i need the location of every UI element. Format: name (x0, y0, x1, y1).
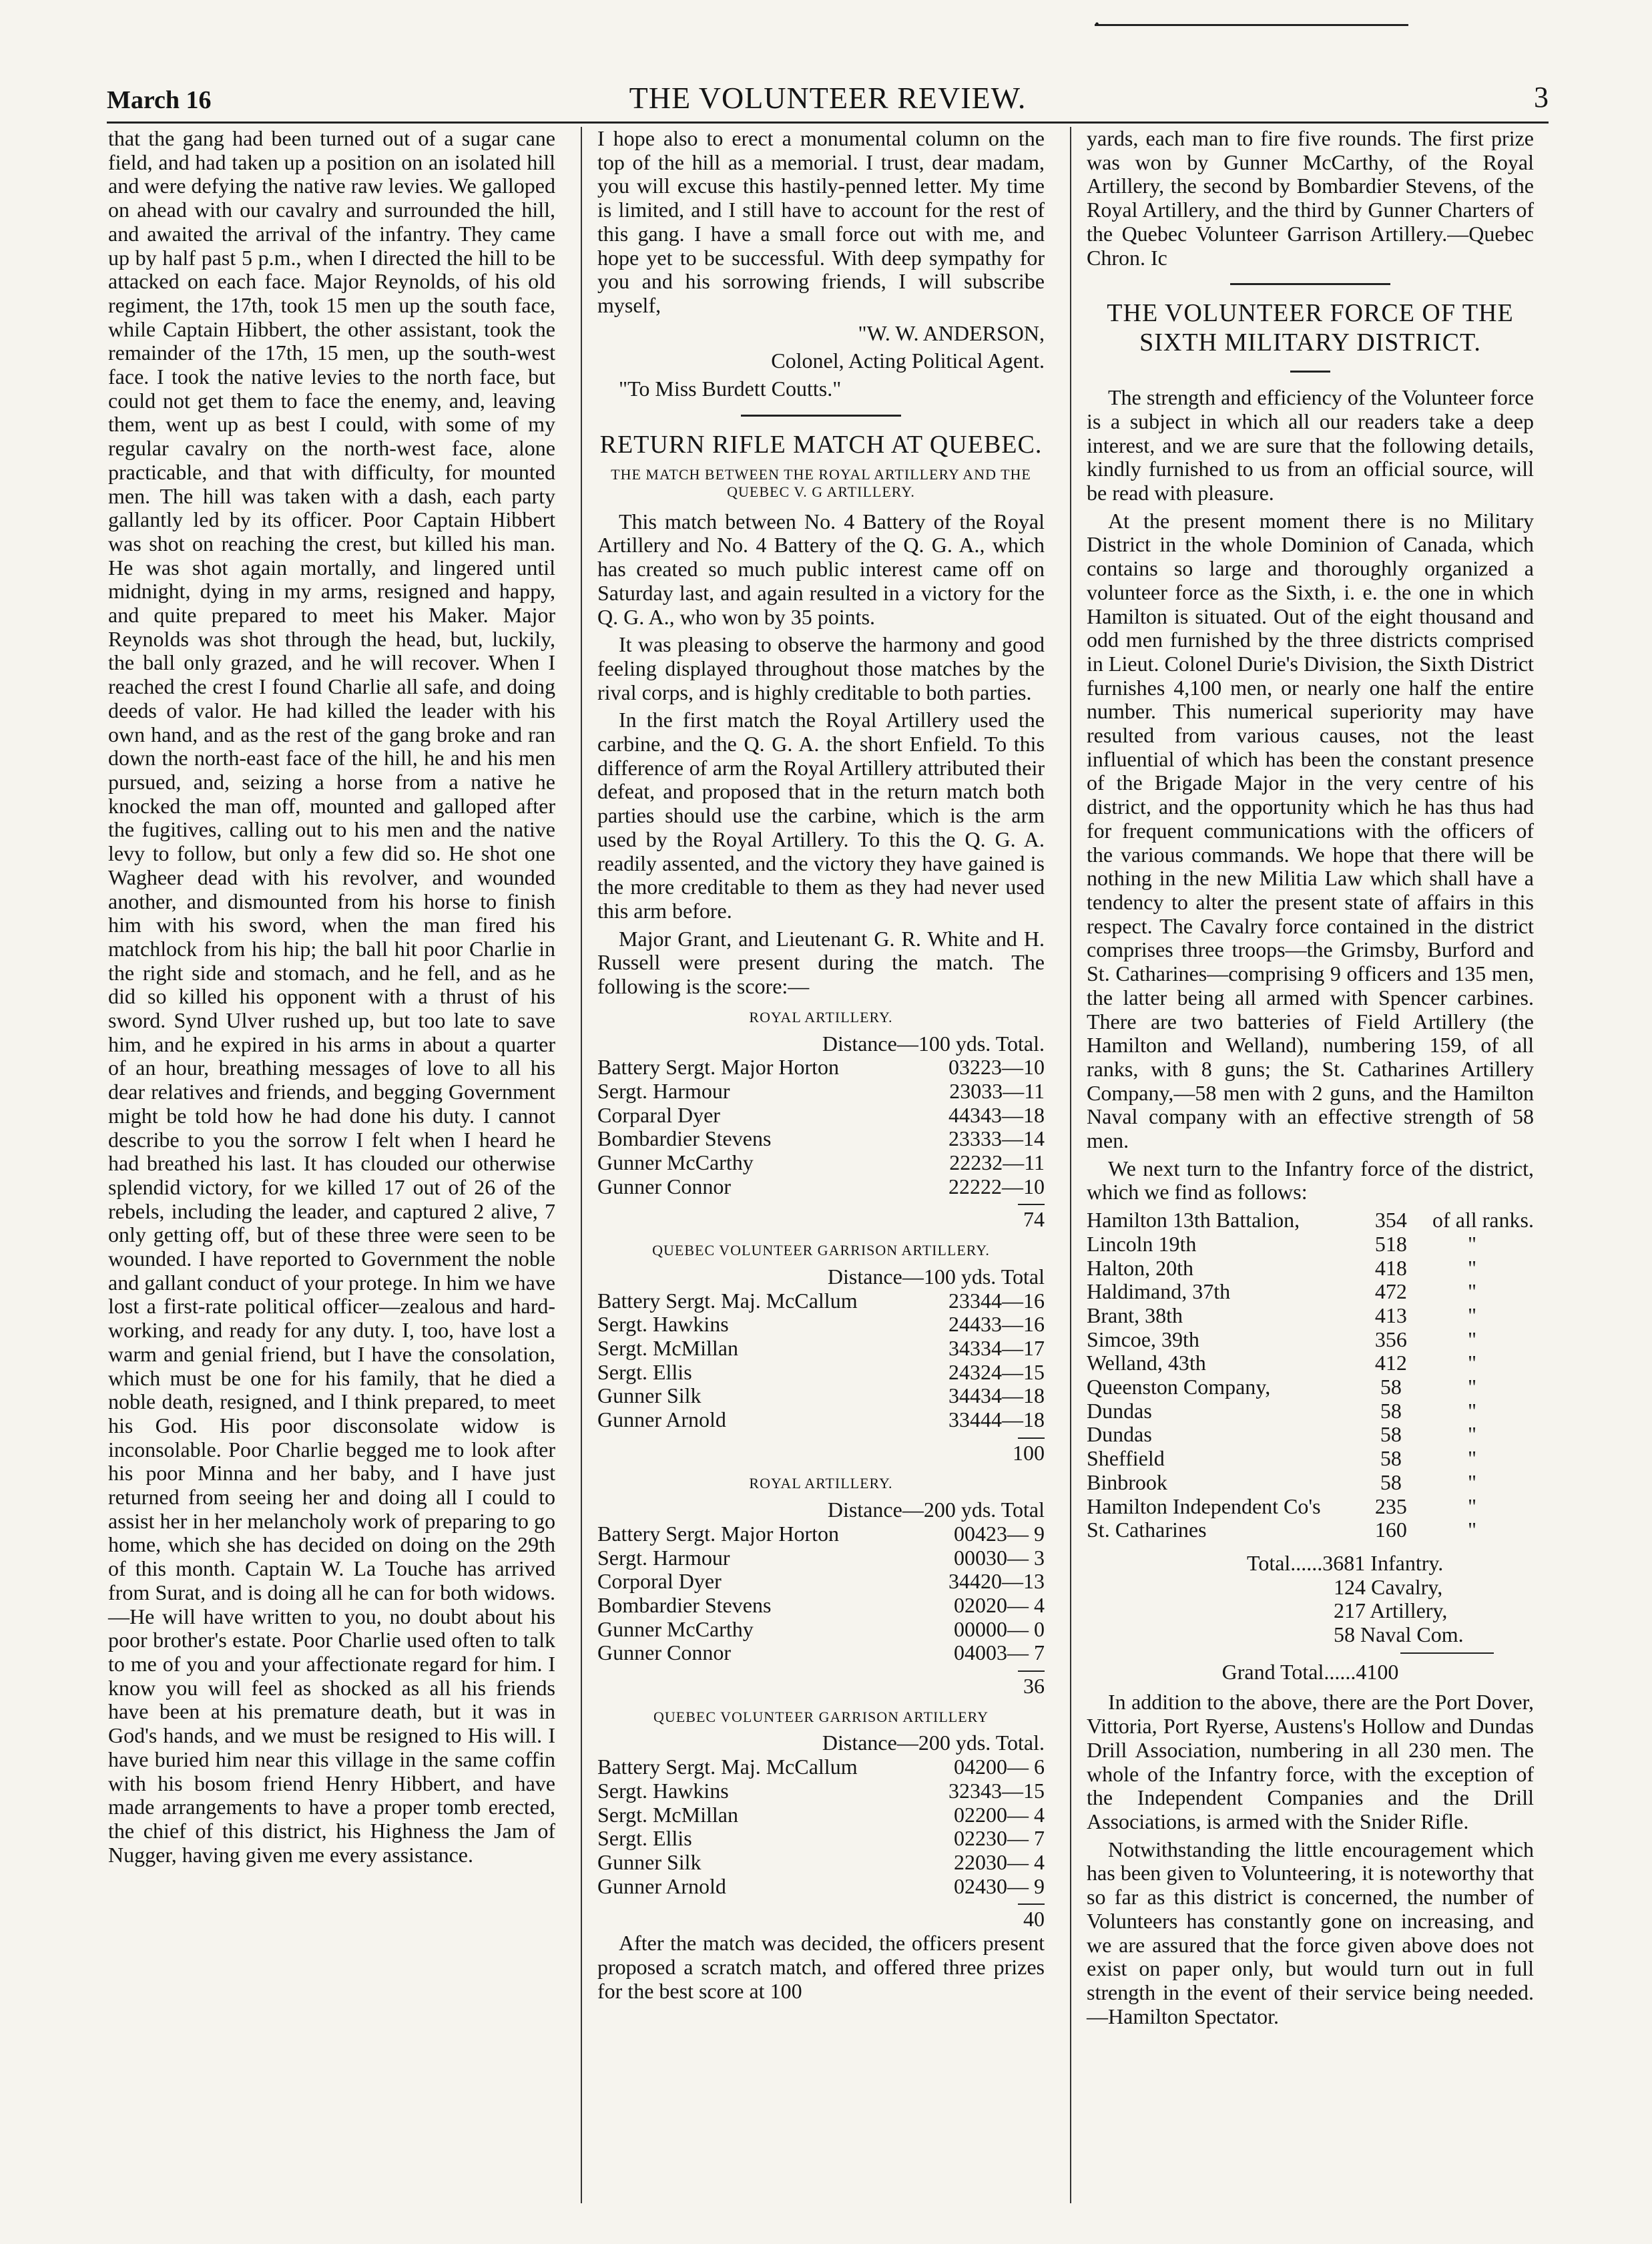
table-title: ROYAL ARTILLERY. (749, 1008, 893, 1026)
table-row: Gunner Arnold 33444—18 (597, 1407, 1045, 1432)
total-rule (1400, 1652, 1494, 1654)
total-cavalry: 124 Cavalry, (1334, 1574, 1443, 1599)
article-paragraph: At the present moment there is no Military District in the whole Dominion of Canada, which contains so large and thoroughly organized a volunteer force as the Sixth, i. e. the one in which Hamilton is situated. Out of the eight thousand and odd men furnished by the three districts comprised in Lieut. Colonel Durie's Division, the Sixth District furnishes 4,100 men, or nearly one half the entire number. This numerical superiority may have resulted from various causes, not the least influential of which has been the constant presence of the Brigade Major in the very centre of his district, and the opportunity which he has thus had for frequent communications with the officers of the various commands. We hope that there will be nothing in the new Militia Law which shall have a tendency to alter the present state of affairs in this respect. The Cavalry force contained in the district comprises three troops—the Grimsby, Burford and St. Catharines—comprising 9 officers and 135 men, the latter being all armed with Spencer carbines. There are two batteries of Field Artillery (the Hamilton and Welland), numbering 159, of all ranks, with 8 guns; the St. Catharines Artillery Company,—58 men with 2 guns, and the Hamilton Naval company with an effective strength of 58 men. (1087, 508, 1534, 1153)
total-rule (1018, 1437, 1045, 1439)
total-artillery: 217 Artillery, (1334, 1598, 1448, 1623)
table-row: Simcoe, 39th 356 " (1087, 1327, 1477, 1351)
table-row: Battery Sergt. Maj. McCallum 23344—16 (597, 1288, 1045, 1313)
article-paragraph: This match between No. 4 Battery of the Royal Artillery and No. 4 Battery of the Q. G. A., which has created so much public interest came off on Saturday last, and again resulted in a victory for the Q. G. A., who won by 35 points. (597, 509, 1045, 629)
table-total: 36 (1023, 1674, 1045, 1699)
table-row: Dundas 58 " (1087, 1398, 1477, 1423)
score-table-2 (597, 1239, 1045, 1465)
print-mark (1095, 24, 1408, 26)
table-row: Sergt. Harmour 23033—11 (597, 1078, 1045, 1103)
table-row: Welland, 43th 412 " (1087, 1351, 1477, 1375)
table-row: Binbrook 58 " (1087, 1470, 1477, 1494)
total-rule (1018, 1903, 1045, 1905)
separator (741, 415, 901, 417)
table-row: Halton, 20th 418 " (1087, 1255, 1477, 1280)
table-row: Sergt. Harmour 00030— 3 (597, 1545, 1045, 1570)
table-row: Bombardier Stevens 02020— 4 (597, 1592, 1045, 1617)
table-row: Battery Sergt. Major Horton 00423— 9 (597, 1521, 1045, 1546)
table-row: Sergt. Ellis 02230— 7 (597, 1826, 1045, 1851)
letter-closing: I hope also to erect a monumental column on the top of the hill as a memorial. I trust, dear madam, you will excuse this hastily-penned letter. My time is limited, and I still have to account for the rest of this gang. I have a small force out with me, and hope yet to be successful. With deep sympathy for you and his sorrowing friends, I will subscribe myself, (597, 126, 1045, 317)
article-paragraph: It was pleasing to observe the harmony and good feeling displayed throughout those matches by the rival corps, and is highly creditable to both parties. (597, 632, 1045, 704)
infantry-table (1087, 1208, 1534, 1542)
table-row: Dundas 58 " (1087, 1422, 1477, 1447)
score-table-3 (597, 1472, 1045, 1698)
table-row: Gunner Arnold 02430— 9 (597, 1873, 1045, 1898)
column-rule (1070, 127, 1071, 2203)
total-rule (1018, 1204, 1045, 1205)
column-1 (108, 127, 555, 1871)
page-header (107, 75, 1549, 124)
table-distance: Distance—100 yds. Total. (822, 1031, 1045, 1056)
table-row: Brant, 38th 413 " (1087, 1303, 1477, 1327)
table-title: QUEBEC VOLUNTEER GARRISON ARTILLERY (653, 1708, 989, 1725)
table-distance: Distance—200 yds. Total. (822, 1731, 1045, 1755)
grand-total: Grand Total......4100 (1221, 1659, 1399, 1684)
table-distance: Distance—100 yds. Total (827, 1264, 1045, 1289)
table-distance: Distance—200 yds. Total (827, 1498, 1045, 1522)
signature-title: Colonel, Acting Political Agent. (771, 349, 1045, 373)
letter-recipient: "To Miss Burdett Coutts." (619, 377, 842, 401)
table-row: Corparal Dyer 44343—18 (597, 1102, 1045, 1127)
table-row: Bombardier Stevens 23333—14 (597, 1126, 1045, 1151)
table-row: Sergt. Hawkins 32343—15 (597, 1778, 1045, 1803)
score-table (597, 1755, 1045, 1898)
table-row: Gunner Silk 22030— 4 (597, 1850, 1045, 1874)
column-2 (597, 127, 1045, 2007)
table-row: Battery Sergt. Major Horton 03223—10 (597, 1055, 1045, 1080)
article-paragraph: In addition to the above, there are the Port Dover, Vittoria, Port Ryerse, Austens's Hollow and Dundas Drill Association, numbering in all 230 men. The whole of the Infantry force, with the exception of the Independent Companies and the Drill Associations, is armed with the Snider Rifle. (1087, 1690, 1534, 1833)
table-total: 100 (1013, 1440, 1045, 1465)
table-row: Corporal Dyer 34420—13 (597, 1569, 1045, 1594)
table-total: 40 (1023, 1907, 1045, 1932)
article-heading: RETURN RIFLE MATCH AT QUEBEC. (599, 430, 1043, 459)
table-row: Queenston Company, 58 " (1087, 1375, 1477, 1399)
article-paragraph: In the first match the Royal Artillery used the carbine, and the Q. G. A. the short Enfield. To this difference of arm the Royal Artillery attributed their defeat, and proposed that in the return match both parties should use the carbine, which is the arm used by the Royal Artillery. To this the Q. G. A. readily assented, and the victory they have gained is the more creditable to them as they had never used this arm before. (597, 708, 1045, 923)
table-row: Haldimand, 37th 472 " (1087, 1279, 1477, 1304)
header-date: March 16 (107, 86, 212, 114)
table-row: Sheffield 58 " (1087, 1446, 1477, 1471)
column-3 (1087, 127, 1534, 2032)
page-number: 3 (1534, 81, 1549, 114)
table-row: Hamilton Independent Co's 235 " (1087, 1494, 1477, 1518)
table-total: 74 (1023, 1207, 1045, 1232)
score-table (597, 1056, 1045, 1198)
table-row: Gunner Connor 22222—10 (597, 1174, 1045, 1198)
total-naval: 58 Naval Com. (1334, 1622, 1464, 1647)
table-row: Gunner Silk 34434—18 (597, 1383, 1045, 1408)
table-title: ROYAL ARTILLERY. (749, 1475, 893, 1492)
score-table (597, 1522, 1045, 1665)
table-row: Sergt. Hawkins 24433—16 (597, 1312, 1045, 1337)
total-rule (1018, 1670, 1045, 1672)
table-row: Hamilton 13th Battalion, 354 of all ranks. (1087, 1208, 1534, 1232)
article-paragraph: Notwithstanding the little encouragement which has been given to Volunteering, it is noteworthy that so far as this district is concerned, the number of Volunteers has constantly gone on increasing, and we are assured that the force given above does not exist on paper only, but would turn out in full strength in the event of their service being needed.—Hamilton Spectator. (1087, 1837, 1534, 2028)
separator (1230, 283, 1390, 285)
table-row: Sergt. Ellis 24324—15 (597, 1359, 1045, 1384)
table-row: St. Catharines 160 " (1087, 1518, 1477, 1542)
article-paragraph: After the match was decided, the officers present proposed a scratch match, and offered three prizes for the best score at 100 (597, 1931, 1045, 2003)
table-row: Lincoln 19th 518 " (1087, 1231, 1477, 1256)
table-title: QUEBEC VOLUNTEER GARRISON ARTILLERY. (652, 1242, 990, 1259)
article-paragraph: The strength and efficiency of the Volunteer force is a subject in which all our readers take a deep interest, and we are sure that the following details, kindly furnished to us from an official source, will be read with pleasure. (1087, 385, 1534, 505)
article-paragraph: Major Grant, and Lieutenant G. R. White and H. Russell were present during the match. The following is the score:— (597, 926, 1045, 999)
score-table-1 (597, 1005, 1045, 1232)
table-row: Sergt. McMillan 02200— 4 (597, 1802, 1045, 1827)
table-row: Gunner McCarthy 00000— 0 (597, 1616, 1045, 1641)
column-rule (581, 127, 582, 2203)
score-table-4 (597, 1705, 1045, 1932)
score-table (597, 1289, 1045, 1432)
article-subheading: THE MATCH BETWEEN THE ROYAL ARTILLERY AND THE QUEBEC V. G ARTILLERY. (611, 465, 1031, 500)
totals-block (1087, 1552, 1534, 1647)
separator (1290, 371, 1330, 373)
table-row: Gunner Connor 04003— 7 (597, 1640, 1045, 1665)
table-row: Gunner McCarthy 22232—11 (597, 1150, 1045, 1175)
table-row: Sergt. McMillan 34334—17 (597, 1335, 1045, 1360)
letter-body: that the gang had been turned out of a sugar cane field, and had taken up a position on an isolated hill and were defying the native raw levies. We galloped on ahead with our cavalry and surrounded the hill, and awaited the arrival of the infantry. They came up by half past 5 p.m., when I directed the hill to be attacked on each face. Major Reynolds, of his old regiment, the 17th, took 15 men up the south face, while Captain Hibbert, the other assistant, took the remainder of the 17th, 15 men, up the south-west face. I took the native levies to the north face, but could not get them to face the enemy, and, leaving them, went up as best I could, with some of my regular cavalry on the north-west face, alone practicable, and that with difficulty, for mounted men. The hill was taken with a dash, each party gallantly led by its officer. Poor Captain Hibbert was shot on reaching the crest, but killed his man. He was shot again mortally, and lingered until midnight, dying in my arms, resigned and happy, and quite prepared to meet his Maker. Major Reynolds was shot through the head, but, luckily, the ball only grazed, and he will recover. When I reached the crest I found Charlie all safe, and doing deeds of valor. He had killed the leader with his own hand, and as the rest of the gang broke and ran down the north-east face of the hill, he and his men pursued, and, seizing a horse from a native he knocked the man off, mounted and galloped after the fugitives, calling out to his men and the native levy to follow, but only a few did so. He shot one Wagheer dead with his revolver, and wounded another, and dismounted from his horse to finish him with his sword, when the man fired his matchlock from his hip; the ball hit poor Charlie in the right side and stomach, and he fell, and as he did so killed his opponent with a thrust of his sword. Synd Ulver rushed up, but too late to save him, and he expired in his arms in about a quarter of an hour, breathing messages of love to all his dear relatives and friends, and begging Government might be told how he had done his duty. I cannot describe to you the sorrow I felt when I heard he had breathed his last. It has clouded our otherwise splendid victory, for we killed 17 out of 26 of the rebels, including the leader, and captured 2 alive, 7 only getting off, but of these three were seen to be wounded. I have reported to Government the noble and gallant conduct of your protege. In him we have lost a first-rate political officer—zealous and hard-working, and ready for any duty. I, too, have lost a warm and genial friend, but I have the consolation, which must be one for his family, that he died a noble death, resigned, and I think prepared, to meet his God. His poor disconsolate widow is inconsolable. Poor Charlie begged me to look after his poor Minna and her baby, and I have just returned from seeing her and doing all I could to assist her in her melancholy work of preparing to go home, which she has decided on doing on the 29th of this month. Captain W. La Touche has arrived from Surat, and is doing all he can for both widows.—He will have written to you, no doubt about his poor brother's estate. Poor Charlie used often to talk to me of you and your affectionate regard for him. I know you will feel as shocked as all his friends have been at his premature death, but it was in God's hands, and we must be resigned to His will. I have buried him near this village in the same coffin with his bosom friend Henry Hibbert, and have made arrangements to have a proper tomb erected, the chief of this district, his Highness the Jam of Nugger, having given me every assistance. (108, 126, 555, 1867)
header-title: THE VOLUNTEER REVIEW. (629, 81, 1027, 115)
table-row: Battery Sergt. Maj. McCallum 04200— 6 (597, 1755, 1045, 1779)
signature-name: "W. W. ANDERSON, (858, 320, 1045, 345)
article-heading: THE VOLUNTEER FORCE OF THE SIXTH MILITARY DISTRICT. (1107, 299, 1514, 357)
article-paragraph: We next turn to the Infantry force of the district, which we find as follows: (1087, 1156, 1534, 1204)
total-infantry: Total......3681 Infantry. (1247, 1550, 1444, 1575)
article-paragraph: yards, each man to fire five rounds. The first prize was won by Gunner McCarthy, of the Royal Artillery, the second by Bombardier Stevens, of the Royal Artillery, and the third by Gunner Charters of the Quebec Volunteer Garrison Artillery.—Quebec Chron. Ic (1087, 126, 1534, 270)
